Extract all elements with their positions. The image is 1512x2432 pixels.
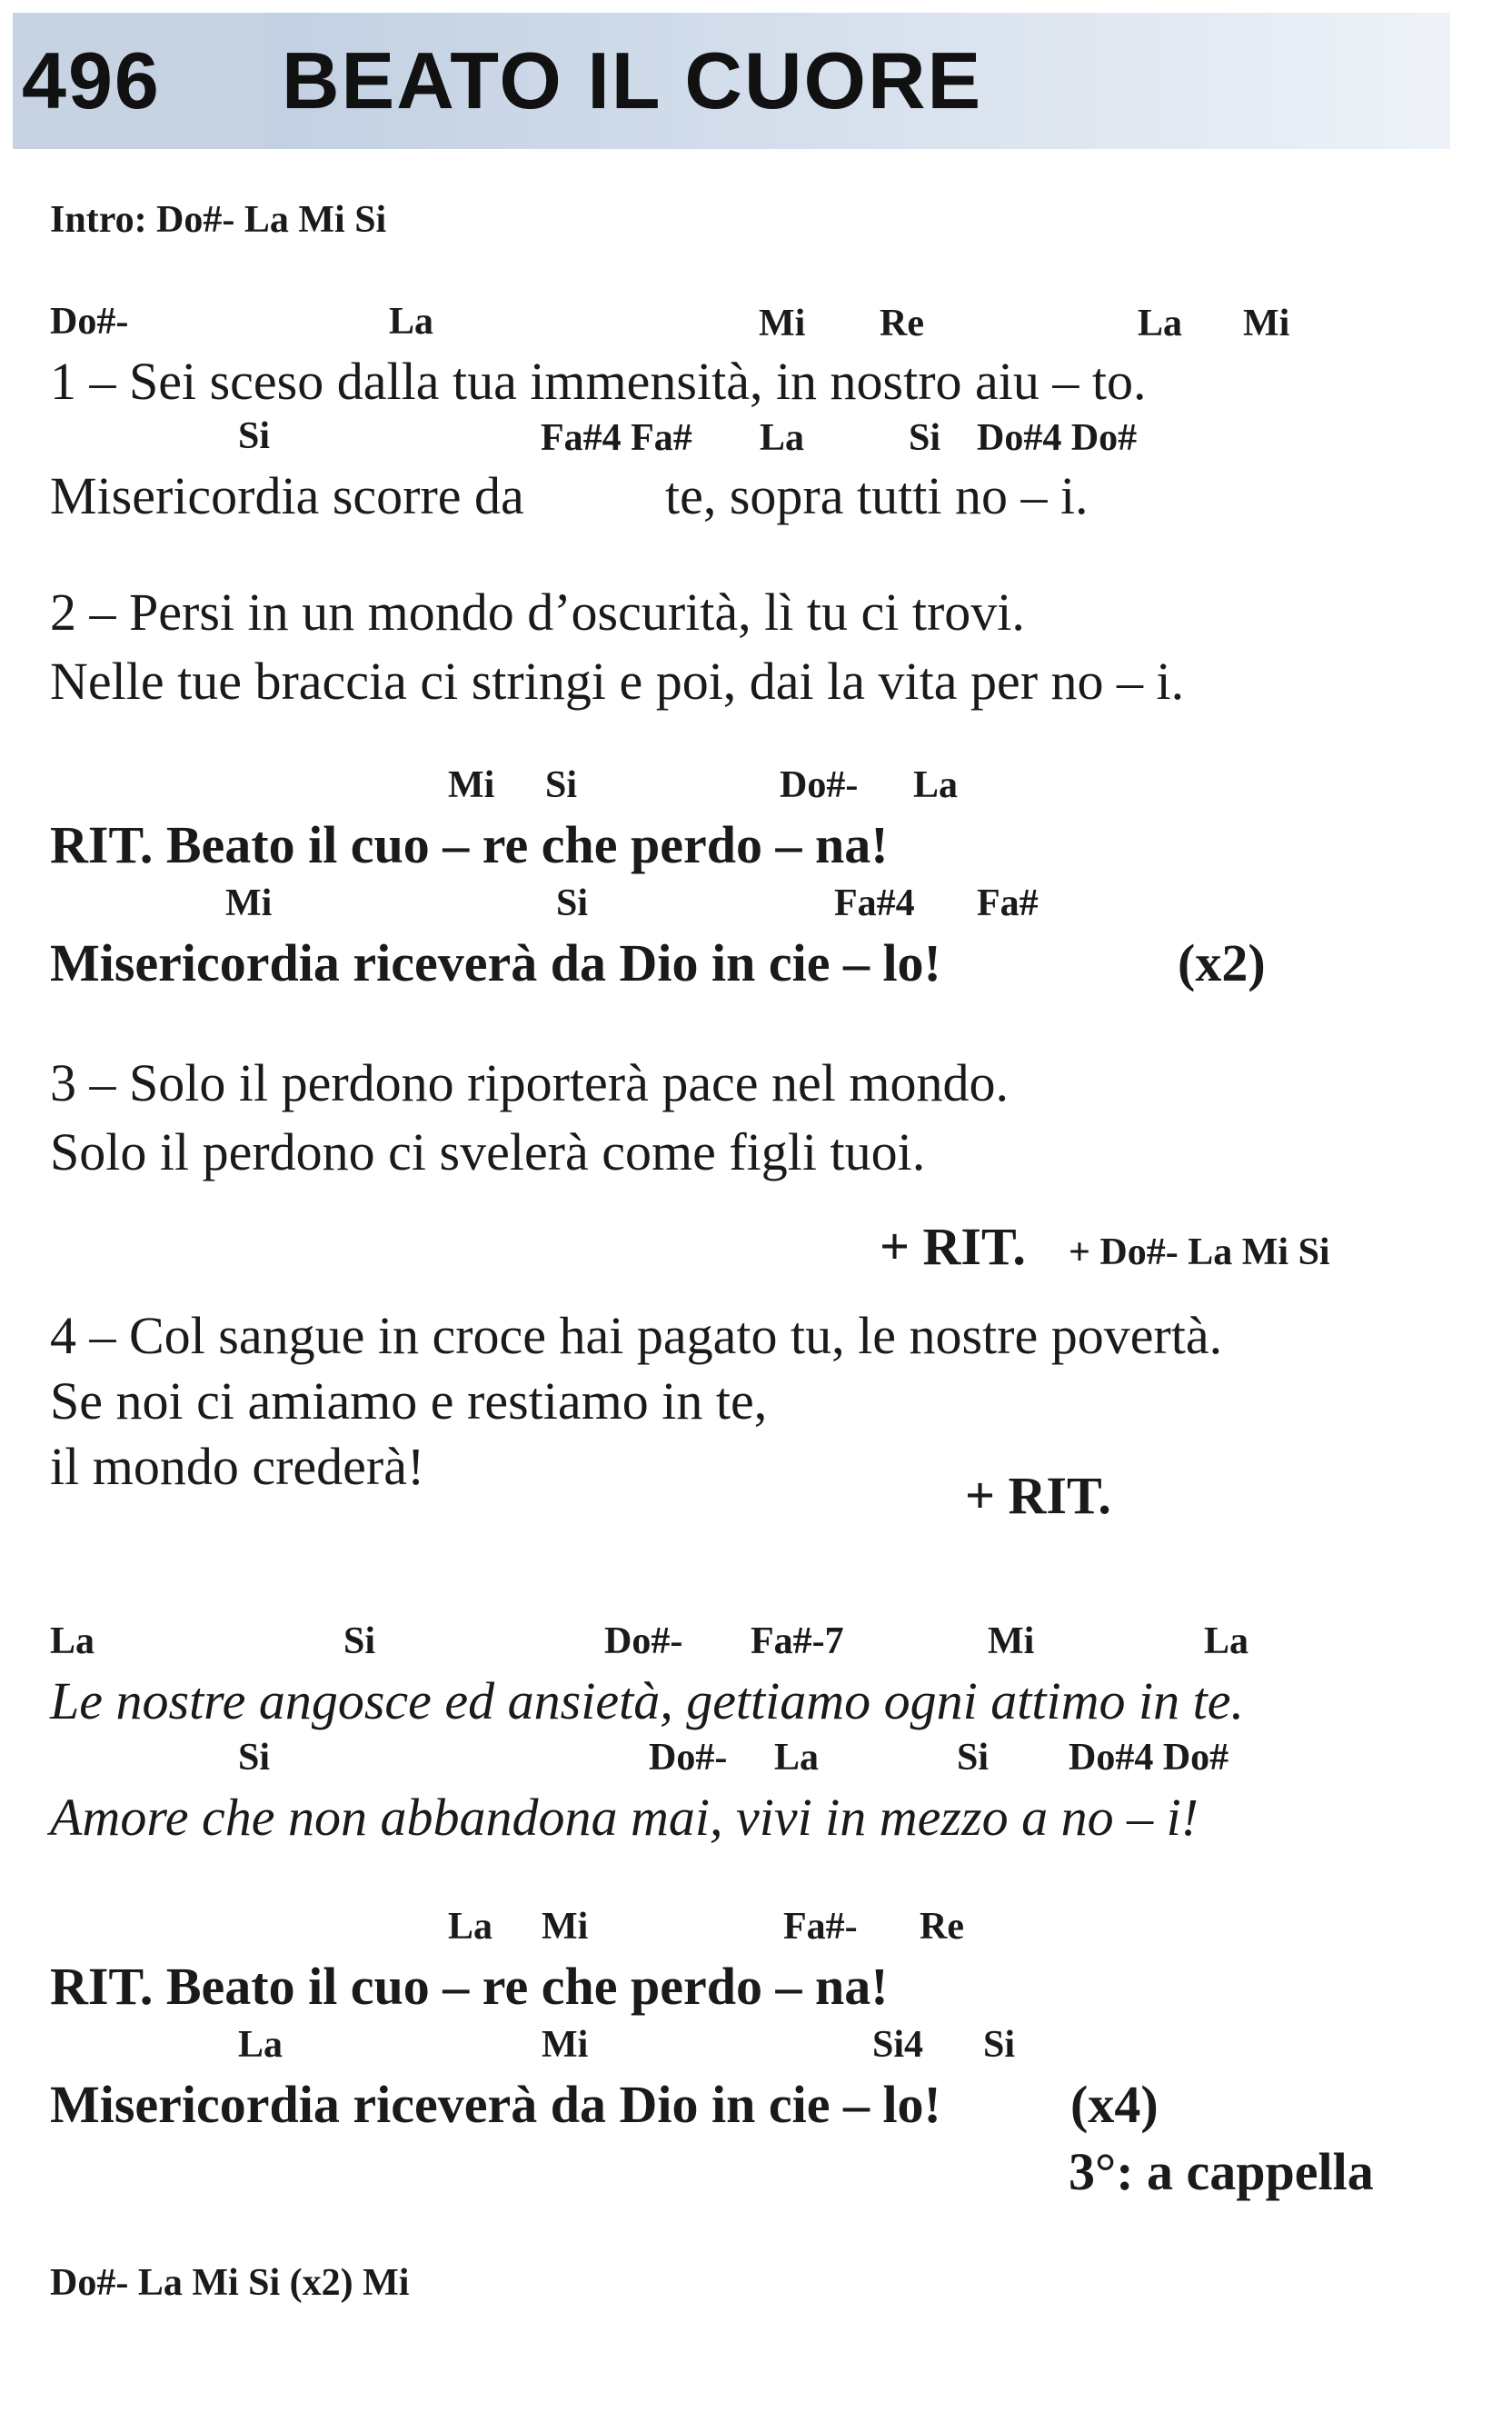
chord: La [913,764,959,806]
chord: Mi [225,882,273,924]
refrain-line: RIT. Beato il cuo – re che perdo – na! [50,1957,889,2016]
chord: Mi [448,764,495,806]
chord: La [448,1906,493,1948]
chord: Fa#4 Fa# [541,417,692,459]
chord: Do#- [604,1620,683,1662]
outro-chords: Do#- La Mi Si (x2) Mi [50,2262,410,2304]
intro-chords: Intro: Do#- La Mi Si [50,199,387,241]
lyric-line: 2 – Persi in un mondo d’oscurità, lì tu ci trovi. [50,583,1025,642]
song-title: BEATO IL CUORE [282,35,983,125]
chord: Do#4 Do# [1069,1737,1229,1779]
chord: Mi [542,2024,589,2066]
lyric-line: 4 – Col sangue in croce hai pagato tu, le nostre povertà. [50,1306,1223,1365]
chord: Si [238,415,271,457]
chord: Mi [542,1906,589,1948]
lyric-line: Le nostre angosce ed ansietà, gettiamo ogni attimo in te. [50,1671,1244,1730]
song-title-box [264,13,1450,149]
lyric-line: Misericordia scorre da [50,466,524,525]
chord: La [760,417,805,459]
song-number: 496 [22,35,161,125]
refrain-marker: + RIT. [965,1466,1111,1525]
song-header [13,13,1450,149]
chord: Fa#-7 [751,1620,844,1662]
chord: Si [556,882,589,924]
chord: Fa#4 [834,882,915,924]
repeat-marker: (x2) [1178,933,1266,992]
lyric-line: Solo il perdono ci svelerà come figli tuoi. [50,1122,926,1181]
lyric-line: 3 – Solo il perdono riporterà pace nel mondo. [50,1053,1010,1112]
chord: Re [920,1906,964,1948]
chord: Si [983,2024,1016,2066]
chord: La [389,301,434,343]
chord: Re [880,303,924,344]
chord: Mi [1243,303,1290,344]
chord: Do#4 Do# [977,417,1138,459]
chord: La [238,2024,284,2066]
refrain-line: Misericordia riceverà da Dio in cie – lo! [50,2075,941,2134]
repeat-marker: (x4) [1070,2075,1159,2134]
refrain-line: Misericordia riceverà da Dio in cie – lo! [50,933,941,992]
chord: La [1138,303,1183,344]
chord: Do#- [780,764,859,806]
lyric-line: il mondo crederà! [50,1437,425,1496]
chord: Si4 [872,2024,924,2066]
chord: Fa# [977,882,1039,924]
chord: Do#- [50,301,129,343]
lyric-line: 1 – Sei sceso dalla tua immensità, in nostro aiu – to. [50,352,1147,411]
performance-note: 3°: a cappella [1069,2142,1374,2201]
chord: Fa#- [783,1906,858,1948]
lyric-line: Se noi ci amiamo e restiamo in te, [50,1371,768,1430]
chord: Mi [988,1620,1035,1662]
refrain-line: RIT. Beato il cuo – re che perdo – na! [50,815,889,874]
chord: Si [238,1737,271,1779]
refrain-marker: + RIT. [880,1217,1026,1276]
lyric-line: Amore che non abbandona mai, vivi in mezzo a no – i! [50,1788,1199,1847]
lyric-line: te, sopra tutti no – i. [665,466,1089,525]
song-number-box [13,13,264,149]
chord: Do#- [649,1737,728,1779]
chord: La [50,1620,95,1662]
chord: La [1204,1620,1249,1662]
chord: Si [545,764,578,806]
chord: Si [343,1620,376,1662]
chord: Si [957,1737,990,1779]
chord-sequence: + Do#- La Mi Si [1069,1231,1330,1273]
chord: Mi [759,303,806,344]
lyric-line: Nelle tue braccia ci stringi e poi, dai la vita per no – i. [50,652,1185,711]
chord: Si [909,417,941,459]
chord: La [774,1737,820,1779]
